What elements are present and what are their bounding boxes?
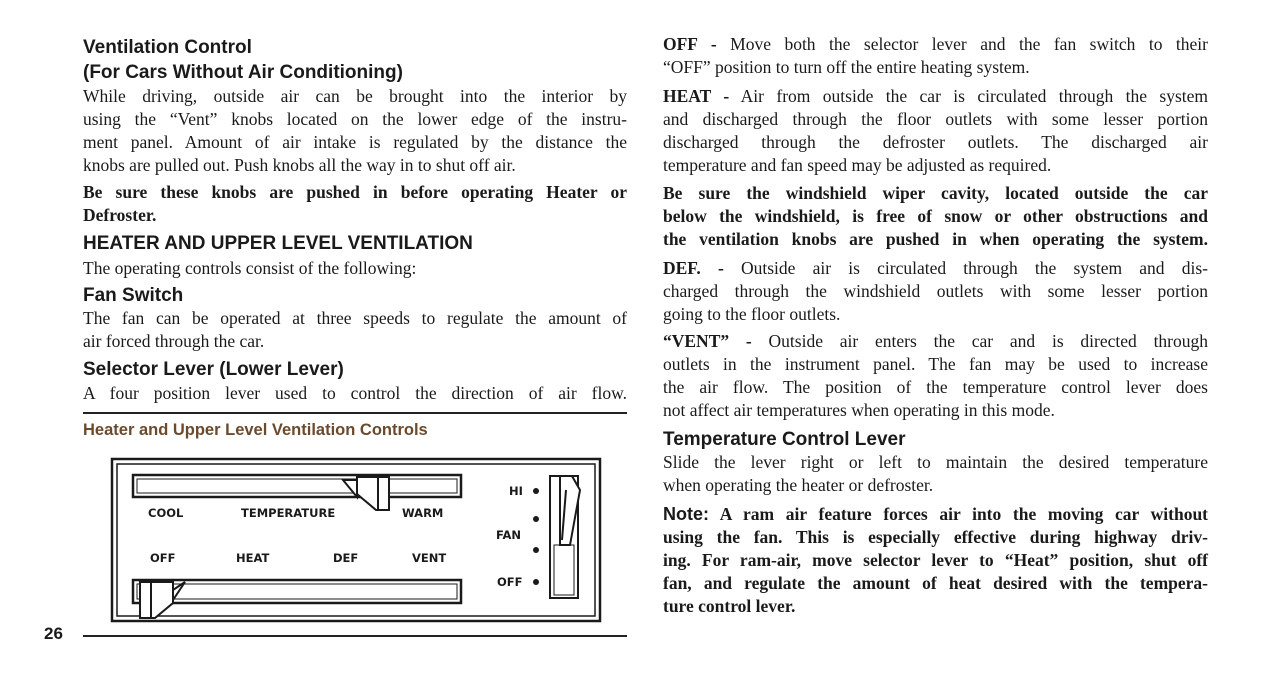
text-line: below the windshield, is free of snow or other obstructions and	[663, 206, 1208, 226]
paragraph-def	[663, 257, 1208, 326]
text-line: ment panel. Amount of air intake is regulated by the distance the	[83, 132, 627, 152]
paragraph-vent	[663, 330, 1208, 422]
paragraph-temperature-lever	[663, 451, 1208, 497]
text-line: outlets in the instrument panel. The fan may be used to increase	[663, 354, 1208, 374]
label-fan-off: OFF	[497, 575, 523, 589]
text-line: using the fan. This is especially effective during highway driv-	[663, 527, 1208, 547]
text-line: going to the floor outlets.	[663, 304, 841, 324]
text-line: “OFF” position to turn off the entire heating system.	[663, 57, 1030, 77]
fan-speed-dots	[533, 488, 539, 585]
paragraph-off	[663, 33, 1208, 79]
label-temperature: TEMPERATURE	[241, 506, 336, 520]
text-line: The fan can be operated at three speeds to regulate the amount of	[83, 308, 627, 328]
text-line: Outside air is circulated through the system and dis-	[723, 258, 1208, 278]
paragraph-wiper-warning	[663, 182, 1208, 251]
paragraph-note	[663, 502, 1208, 618]
lead-off: OFF -	[663, 34, 717, 54]
heading-fan-switch: Fan Switch	[83, 285, 184, 306]
text-line: Be sure the windshield wiper cavity, located outside the car	[663, 183, 1208, 203]
text-line: and discharged through the floor outlets with some lesser portion	[663, 109, 1208, 129]
text-line: Be sure these knobs are pushed in before operating Heater or	[83, 182, 627, 202]
text-line: fan, and regulate the amount of heat desired with the tempera-	[663, 573, 1208, 593]
lead-note: Note:	[663, 504, 709, 524]
text-line: The operating controls consist of the following:	[83, 258, 417, 278]
subheading-no-ac: (For Cars Without Air Conditioning)	[83, 62, 403, 83]
label-def: DEF	[333, 551, 359, 565]
text-line: the ventilation knobs are pushed in when operating the system.	[663, 229, 1208, 249]
text-line: ing. For ram-air, move selector lever to “Heat” position, shut off	[663, 550, 1208, 570]
text-line: Slide the lever right or left to maintain the desired temperature	[663, 452, 1208, 472]
selector-lever-knob	[140, 582, 185, 618]
heading-selector-lever: Selector Lever (Lower Lever)	[83, 359, 344, 380]
label-cool: COOL	[148, 506, 184, 520]
text-line: Air from outside the car is circulated through the system	[729, 86, 1208, 106]
text-line: A ram air feature forces air into the moving car without	[709, 504, 1208, 524]
label-warm: WARM	[402, 506, 444, 520]
text-line: air forced through the car.	[83, 331, 265, 351]
text-line: charged through the windshield outlets with some lesser portion	[663, 281, 1208, 301]
page-number: 26	[44, 624, 63, 643]
text-line: While driving, outside air can be brought into the interior by	[83, 86, 627, 106]
text-line: when operating the heater or defroster.	[663, 475, 934, 495]
text-line: using the “Vent” knobs located on the lower edge of the instru-	[83, 109, 627, 129]
temperature-slot	[133, 475, 461, 497]
text-line: Defroster.	[83, 205, 157, 225]
label-heat: HEAT	[236, 551, 270, 565]
text-line: knobs are pulled out. Push knobs all the way in to shut off air.	[83, 155, 516, 175]
text-line: ture control lever.	[663, 596, 796, 616]
text-line: the air flow. The position of the temperature control lever does	[663, 377, 1208, 397]
label-fan-hi: HI	[509, 484, 523, 498]
text-line: Outside air enters the car and is directed through	[751, 331, 1209, 351]
lead-heat: HEAT -	[663, 86, 730, 106]
text-line: A four position lever used to control the direction of air flow.	[83, 383, 627, 403]
text-line: temperature and fan speed may be adjusted as required.	[663, 155, 1052, 175]
figure-caption: Heater and Upper Level Ventilation Controls	[83, 421, 428, 439]
label-fan: FAN	[496, 528, 522, 542]
paragraph-heat	[663, 85, 1208, 177]
label-off: OFF	[150, 551, 176, 565]
heading-heater-ventilation: HEATER AND UPPER LEVEL VENTILATION	[83, 233, 473, 254]
text-line: discharged through the defroster outlets. The discharged air	[663, 132, 1208, 152]
text-line: Move both the selector lever and the fan switch to their	[716, 34, 1208, 54]
text-line: not affect air temperatures when operating in this mode.	[663, 400, 1055, 420]
label-vent: VENT	[412, 551, 447, 565]
heading-ventilation-control: Ventilation Control	[83, 37, 252, 58]
footer-rule	[83, 635, 627, 637]
heading-temperature-lever: Temperature Control Lever	[663, 429, 906, 450]
lead-vent: “VENT” -	[663, 331, 752, 351]
lead-def: DEF. -	[663, 258, 724, 278]
